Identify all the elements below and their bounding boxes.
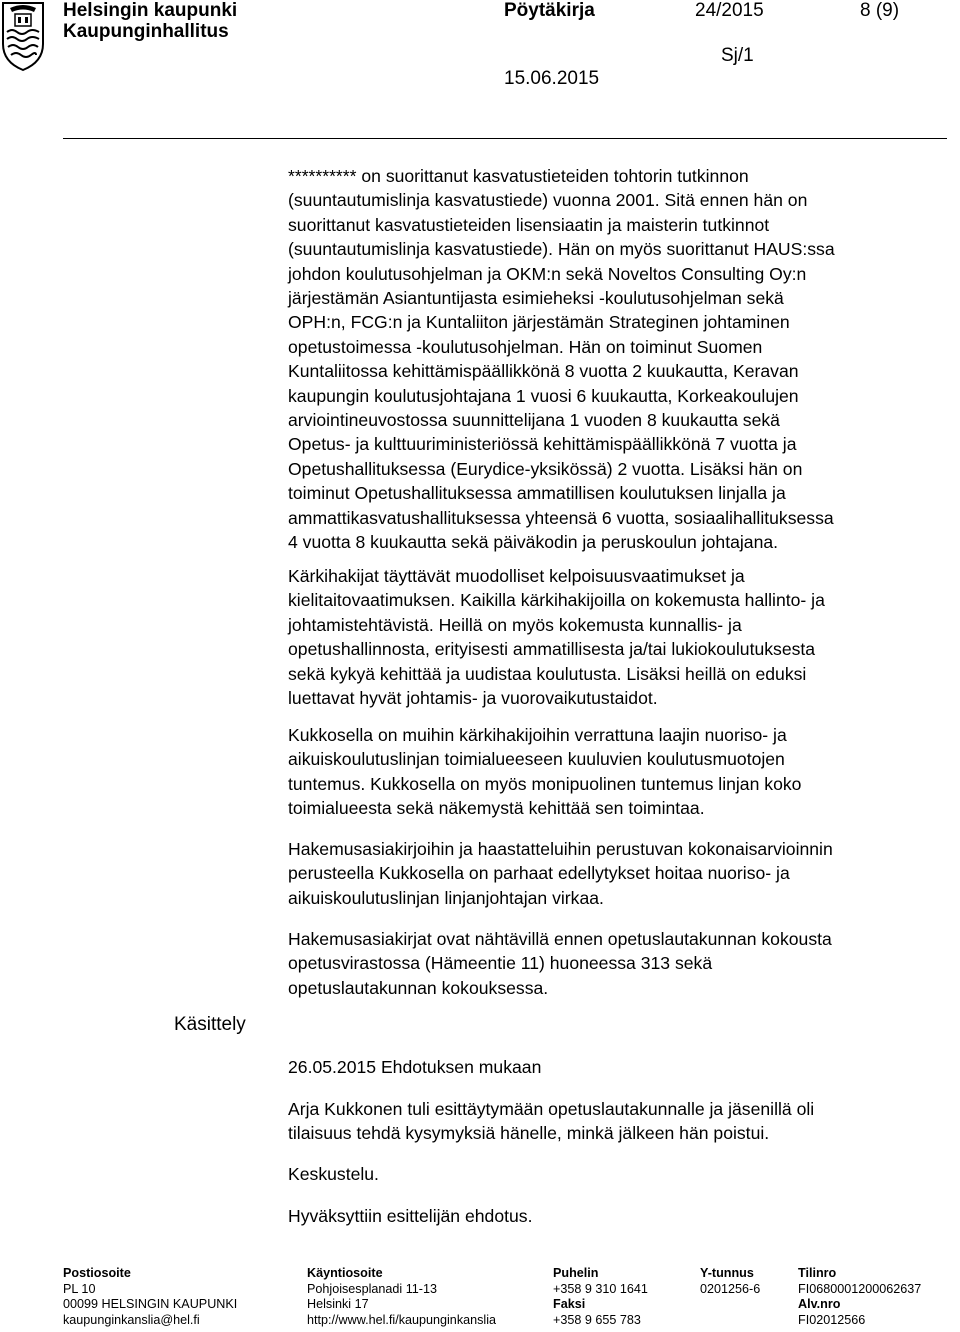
paragraph: Keskustelu. xyxy=(288,1164,379,1184)
meeting-date: 15.06.2015 xyxy=(504,68,600,89)
paragraph: Arja Kukkonen tuli esittäytymään opetuslautakunnalle ja jäsenillä oli tilaisuus tehdä kysymyksiä hänelle, minkä jälkeen hän poistui. xyxy=(288,1099,815,1144)
processing-text xyxy=(288,1204,928,1228)
footer-web-link[interactable]: http://www.hel.fi/kaupunginkanslia xyxy=(307,1313,497,1328)
main-text xyxy=(288,564,928,710)
footer-line: 00099 HELSINGIN KAUPUNKI xyxy=(63,1297,238,1312)
main-text xyxy=(288,164,928,555)
footer-line: FI0680001200062637 xyxy=(798,1281,922,1296)
processing-text xyxy=(288,1097,928,1146)
section-code: Sj/1 xyxy=(721,45,754,66)
footer-line: FI02012566 xyxy=(798,1313,866,1328)
main-text xyxy=(288,927,928,1000)
document-type: Pöytäkirja xyxy=(504,0,595,21)
paragraph: Hakemusasiakirjoihin ja haastatteluihin perustuvan kokonaisarvioinnin perusteella Kukkosella on parhaat edellytykset hoitaa nuoriso- ja aikuiskoulutuslinjan linjanjohtajan virkaa. xyxy=(288,839,833,908)
section-side-label: Käsittely xyxy=(174,1014,246,1035)
paragraph: ********** on suorittanut kasvatustieteiden tohtorin tutkinnon (suuntautumislinja kasvatustiede) vuonna 2001. Sitä ennen hän on suorittanut kasvatustieteiden lisensiaatin ja maisterin tutkinnot (suuntautumislinja kasvatustiede). Hän on myös suorittanut HAUS:ssa johdon koulutusohjelman ja OKM:n sekä Noveltos Consulting Oy:n järjestämän Asiantuntijasta esimieheksi -koulutusohjelman sekä OPH:n, FCG:n ja Kuntaliiton järjestämän Strateginen johtaminen opetustoimessa -koulutusohjelman. Hän on toiminut Suomen Kuntaliitossa kehittämispäällikkönä 8 vuotta 2 kuukautta, Keravan kaupungin koulutusjohtajana 1 vuosi 6 kuukautta, Korkeakoulujen arviointineuvostossa suunnittelijana 1 vuoden 8 kuukautta sekä Opetus- ja kulttuuriministeriössä kehittämispäällikkönä 7 vuotta ja Opetushallituksessa (Eurydice-yksikössä) 2 vuotta. Lisäksi hän on toiminut Opetushallituksessa ammatillisen koulutuksen linjalla ja ammattikasvatushallituksessa yhteensä 6 vuotta, sosiaalihallituksessa 4 vuotta 8 kuukautta sekä päiväkodin ja peruskoulun johtajana. xyxy=(288,166,835,553)
footer-email-link[interactable]: kaupunginkanslia@hel.fi xyxy=(63,1313,200,1328)
organ-name: Kaupunginhallitus xyxy=(63,21,229,42)
paragraph: Hakemusasiakirjat ovat nähtävillä ennen opetuslautakunnan kokousta opetusvirastossa (Hämeentie 11) huoneessa 313 sekä opetuslautakunnan kokouksessa. xyxy=(288,929,832,998)
footer-heading: Puhelin xyxy=(553,1266,599,1280)
footer-line: +358 9 310 1641 xyxy=(553,1281,648,1296)
footer-heading: Faksi xyxy=(553,1297,586,1312)
footer-heading: Alv.nro xyxy=(798,1297,841,1312)
paragraph: Kukkosella on muihin kärkihakijoihin verrattuna laajin nuoriso- ja aikuiskoulutuslinjan toimialueeseen kuuluvien koulutusmuotojen tuntemus. Kukkosella on myös monipuolinen tuntemus linjan koko toimialueesta sekä näkemystä kehittää sen toimintaa. xyxy=(288,725,802,819)
footer-line: PL 10 xyxy=(63,1281,96,1296)
helsinki-coat-of-arms-logo xyxy=(0,0,46,72)
footer-business-id xyxy=(700,1266,760,1297)
main-text xyxy=(288,837,928,910)
footer-heading: Käyntiosoite xyxy=(307,1266,383,1280)
processing-date-line: 26.05.2015 Ehdotuksen mukaan xyxy=(288,1057,542,1077)
processing-text xyxy=(288,1055,928,1079)
processing-text xyxy=(288,1162,928,1186)
organization-name: Helsingin kaupunki xyxy=(63,0,238,21)
paragraph: Kärkihakijat täyttävät muodolliset kelpoisuusvaatimukset ja kielitaitovaatimuksen. Kaikilla kärkihakijoilla on kokemusta hallinto- ja johtamistehtävistä. Heillä on myös kokemusta kunnallis- ja opetushallinnosta, erityisesti ammatillisesta ja/tai lukiokoulutuksesta sekä kykyä kehittää ja uudistaa koulutusta. Lisäksi heillä on eduksi luettavat hyvät johtamis- ja vuorovaikutustaidot. xyxy=(288,566,825,709)
footer-account xyxy=(798,1266,921,1329)
page-number: 8 (9) xyxy=(860,0,900,21)
footer-line: Helsinki 17 xyxy=(307,1297,369,1312)
main-text xyxy=(288,723,928,821)
footer-heading: Tilinro xyxy=(798,1266,837,1280)
footer-visit-address xyxy=(307,1266,496,1329)
footer-line: Pohjoisesplanadi 11-13 xyxy=(307,1281,437,1296)
header-divider xyxy=(63,138,947,139)
footer-phone xyxy=(553,1266,648,1329)
paragraph: Hyväksyttiin esittelijän ehdotus. xyxy=(288,1206,533,1226)
footer-heading: Y-tunnus xyxy=(700,1266,754,1280)
footer-postal-address xyxy=(63,1266,237,1329)
footer-line: 0201256-6 xyxy=(700,1281,761,1296)
minutes-number: 24/2015 xyxy=(695,0,764,21)
footer-line: +358 9 655 783 xyxy=(553,1313,641,1328)
footer-heading: Postiosoite xyxy=(63,1266,131,1280)
